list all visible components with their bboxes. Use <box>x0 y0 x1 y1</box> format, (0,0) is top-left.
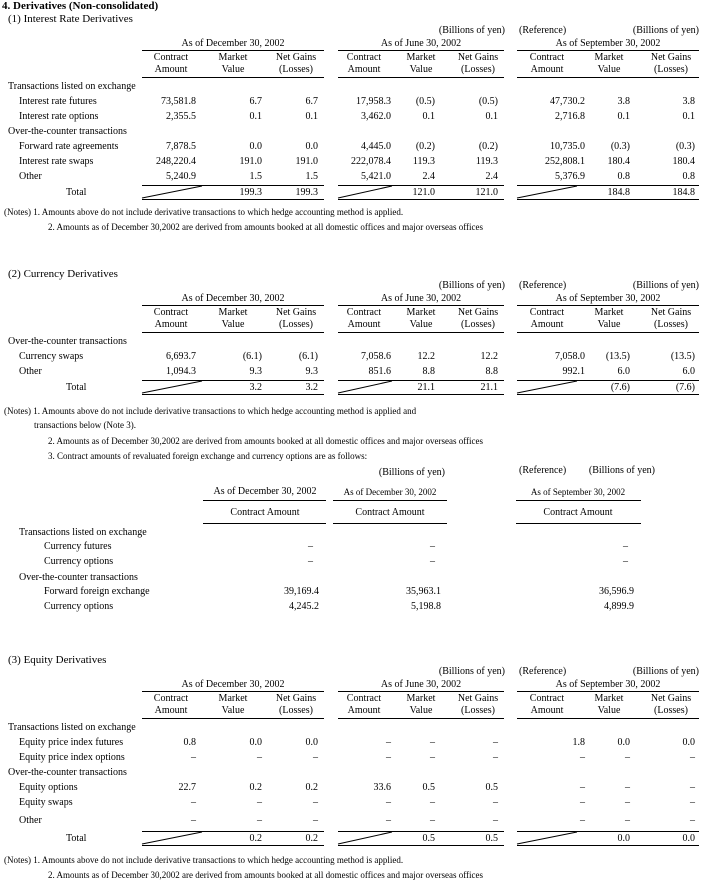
total-value: 0.0 <box>682 833 695 844</box>
cell-value: – <box>191 797 196 808</box>
cell-value: 119.3 <box>412 156 435 167</box>
cell-value: 0.1 <box>422 111 435 122</box>
total-value: 21.1 <box>480 382 498 393</box>
cell-value: 0.0 <box>305 737 318 748</box>
period-label: As of December 30, 2002 <box>181 679 285 690</box>
cell-value: – <box>430 541 435 552</box>
cell-value: – <box>191 815 196 826</box>
units-label: (Billions of yen) <box>438 25 505 36</box>
column-header: Net Gains <box>275 52 317 63</box>
column-header: Net Gains <box>457 307 499 318</box>
cell-value: 0.0 <box>682 737 695 748</box>
row-label: Forward rate agreements <box>19 141 119 152</box>
header-rule <box>516 523 641 524</box>
column-header: Contract <box>153 52 189 63</box>
total-rule <box>338 845 504 846</box>
cell-value: – <box>308 556 313 567</box>
cell-value: 851.6 <box>368 366 391 377</box>
total-value: 121.0 <box>475 187 498 198</box>
page-heading: 4. Derivatives (Non-consolidated) <box>2 0 159 12</box>
units-label: (Billions of yen) <box>632 25 699 36</box>
group-label: Over-the-counter transactions <box>8 336 127 347</box>
total-rule <box>142 845 324 846</box>
cell-value: – <box>625 815 630 826</box>
row-label: Currency options <box>44 556 114 567</box>
row-label: Interest rate futures <box>19 96 97 107</box>
cell-value: – <box>257 752 262 763</box>
column-header: Market <box>594 52 624 63</box>
column-header: Contract <box>153 307 189 318</box>
cell-value: 0.1 <box>485 111 498 122</box>
cell-value: 5,240.9 <box>166 171 196 182</box>
row-label: Equity price index options <box>19 752 125 763</box>
header-rule <box>142 332 324 333</box>
period-label: As of September 30, 2002 <box>530 487 626 497</box>
cell-value: 17,958.3 <box>356 96 391 107</box>
cell-value: – <box>257 797 262 808</box>
column-header: Market <box>218 52 248 63</box>
cell-value: – <box>493 815 498 826</box>
cell-value: – <box>430 556 435 567</box>
cell-value: 9.3 <box>305 366 318 377</box>
column-header: Net Gains <box>275 693 317 704</box>
cell-value: – <box>580 752 585 763</box>
cell-value: 119.3 <box>475 156 498 167</box>
group-label: Over-the-counter transactions <box>8 767 127 778</box>
cell-value: 2,716.8 <box>555 111 585 122</box>
column-header: Contract Amount <box>543 507 613 518</box>
column-header: (Losses) <box>279 705 313 716</box>
cell-value: – <box>690 815 695 826</box>
cell-value: – <box>625 752 630 763</box>
section-title: (1) Interest Rate Derivatives <box>8 13 133 25</box>
cell-value: – <box>623 556 628 567</box>
column-header: Amount <box>530 319 564 330</box>
cell-value: 7,878.5 <box>166 141 196 152</box>
header-rule <box>333 523 447 524</box>
row-label: Currency options <box>44 601 114 612</box>
column-header: Amount <box>154 319 188 330</box>
cell-value: (13.5) <box>605 351 630 362</box>
cell-value: 12.2 <box>480 351 498 362</box>
total-value: (7.6) <box>675 382 695 393</box>
cell-value: – <box>580 815 585 826</box>
column-header: Market <box>218 307 248 318</box>
cell-value: 4,445.0 <box>361 141 391 152</box>
cell-value: 180.4 <box>672 156 695 167</box>
reference-label: (Reference) <box>519 666 567 677</box>
cell-value: (0.3) <box>610 141 630 152</box>
units-label: (Billions of yen) <box>378 467 445 478</box>
cell-value: 2.4 <box>485 171 498 182</box>
column-header: (Losses) <box>461 64 495 75</box>
column-header: (Losses) <box>279 64 313 75</box>
cell-value: 3.8 <box>682 96 695 107</box>
cell-value: – <box>493 797 498 808</box>
column-header: Market <box>218 693 248 704</box>
cell-value: 4,899.9 <box>604 601 634 612</box>
cell-value: 0.1 <box>617 111 630 122</box>
row-label: Currency futures <box>44 541 112 552</box>
cell-value: 222,078.4 <box>351 156 391 167</box>
total-rule <box>338 199 504 200</box>
cell-value: 8.8 <box>485 366 498 377</box>
column-header: Amount <box>347 319 381 330</box>
column-header: Market <box>406 693 436 704</box>
note-text: 2. Amounts as of December 30,2002 are derived from amounts booked at all domestic offices and major overseas offices <box>48 436 484 446</box>
cell-value: 6.7 <box>305 96 318 107</box>
cell-value: 36,596.9 <box>599 586 634 597</box>
column-header: Contract Amount <box>355 507 425 518</box>
cell-value: 35,963.1 <box>406 586 441 597</box>
column-header: Net Gains <box>457 693 499 704</box>
header-rule <box>338 332 504 333</box>
column-header: Market <box>594 307 624 318</box>
cell-value: 10,735.0 <box>550 141 585 152</box>
total-label: Total <box>66 382 87 393</box>
total-rule <box>517 199 699 200</box>
group-label: Transactions listed on exchange <box>19 527 147 538</box>
diagonal-slash <box>517 186 577 198</box>
header-rule <box>517 691 699 692</box>
column-header: (Losses) <box>461 705 495 716</box>
group-label: Over-the-counter transactions <box>8 126 127 137</box>
note-text: transactions below (Note 3). <box>34 420 136 430</box>
total-rule <box>517 394 699 395</box>
units-label: (Billions of yen) <box>632 280 699 291</box>
total-label: Total <box>66 833 87 844</box>
cell-value: 0.5 <box>485 782 498 793</box>
cell-value: 0.1 <box>682 111 695 122</box>
cell-value: 0.0 <box>249 141 262 152</box>
header-rule <box>338 305 504 306</box>
reference-label: (Reference) <box>519 280 567 291</box>
header-rule <box>517 50 699 51</box>
column-header: Market <box>406 307 436 318</box>
cell-value: (13.5) <box>670 351 695 362</box>
cell-value: (0.5) <box>478 96 498 107</box>
cell-value: – <box>386 797 391 808</box>
cell-value: 5,198.8 <box>411 601 441 612</box>
cell-value: 12.2 <box>417 351 435 362</box>
diagonal-slash <box>517 381 577 393</box>
header-rule <box>517 332 699 333</box>
cell-value: (0.3) <box>675 141 695 152</box>
cell-value: – <box>430 752 435 763</box>
column-header: Contract <box>346 52 382 63</box>
column-header: Net Gains <box>650 693 692 704</box>
cell-value: 180.4 <box>607 156 630 167</box>
total-value: (7.6) <box>610 382 630 393</box>
cell-value: 8.8 <box>422 366 435 377</box>
cell-value: 22.7 <box>178 782 196 793</box>
cell-value: (0.5) <box>415 96 435 107</box>
total-value: 184.8 <box>672 187 695 198</box>
total-value: 199.3 <box>239 187 262 198</box>
header-rule <box>203 500 326 501</box>
cell-value: 39,169.4 <box>284 586 319 597</box>
units-label: (Billions of yen) <box>632 666 699 677</box>
cell-value: – <box>430 737 435 748</box>
column-header: Contract <box>529 307 565 318</box>
group-label: Transactions listed on exchange <box>8 722 136 733</box>
column-header: (Losses) <box>461 319 495 330</box>
diagonal-slash <box>517 832 577 844</box>
cell-value: – <box>623 541 628 552</box>
diagonal-slash <box>142 381 202 393</box>
column-header: Amount <box>154 705 188 716</box>
column-header: Amount <box>530 705 564 716</box>
cell-value: 0.8 <box>183 737 196 748</box>
cell-value: 0.0 <box>305 141 318 152</box>
cell-value: 33.6 <box>373 782 391 793</box>
header-rule <box>516 500 641 501</box>
header-rule <box>142 77 324 78</box>
cell-value: (6.1) <box>298 351 318 362</box>
total-value: 0.2 <box>305 833 318 844</box>
column-header: Value <box>597 64 621 75</box>
cell-value: 4,245.2 <box>289 601 319 612</box>
column-header: (Losses) <box>654 705 688 716</box>
header-rule <box>517 77 699 78</box>
cell-value: 0.8 <box>682 171 695 182</box>
diagonal-slash <box>338 186 392 198</box>
cell-value: 1.5 <box>305 171 318 182</box>
cell-value: 248,220.4 <box>156 156 196 167</box>
section-title: (3) Equity Derivatives <box>8 654 107 666</box>
total-value: 0.2 <box>249 833 262 844</box>
column-header: Contract <box>346 693 382 704</box>
column-header: Net Gains <box>275 307 317 318</box>
cell-value: 47,730.2 <box>550 96 585 107</box>
cell-value: 1,094.3 <box>166 366 196 377</box>
total-value: 21.1 <box>417 382 435 393</box>
header-rule <box>517 718 699 719</box>
row-label: Interest rate swaps <box>19 156 94 167</box>
header-rule <box>517 305 699 306</box>
header-rule <box>338 691 504 692</box>
column-header: Contract <box>346 307 382 318</box>
total-label: Total <box>66 187 87 198</box>
row-label: Forward foreign exchange <box>44 586 150 597</box>
cell-value: – <box>690 797 695 808</box>
column-header: Value <box>409 705 433 716</box>
cell-value: – <box>430 797 435 808</box>
cell-value: – <box>313 797 318 808</box>
period-label: As of June 30, 2002 <box>380 38 462 49</box>
total-value: 3.2 <box>305 382 318 393</box>
group-label: Over-the-counter transactions <box>19 572 138 583</box>
period-label: As of September 30, 2002 <box>555 293 661 304</box>
total-value: 0.5 <box>422 833 435 844</box>
cell-value: – <box>625 782 630 793</box>
period-label: As of June 30, 2002 <box>380 293 462 304</box>
total-value: 121.0 <box>412 187 435 198</box>
period-label: As of December 30, 2002 <box>181 293 285 304</box>
column-header: Contract <box>529 52 565 63</box>
row-label: Interest rate options <box>19 111 99 122</box>
units-label: (Billions of yen) <box>438 666 505 677</box>
period-label: As of December 30, 2002 <box>213 486 317 497</box>
note-text: (Notes) 1. Amounts above do not include derivative transactions to which hedge accounting method is applied. <box>4 207 404 217</box>
diagonal-slash <box>142 832 202 844</box>
cell-value: 191.0 <box>239 156 262 167</box>
cell-value: – <box>580 782 585 793</box>
cell-value: 5,376.9 <box>555 171 585 182</box>
cell-value: – <box>430 815 435 826</box>
total-rule <box>338 394 504 395</box>
row-label: Equity options <box>19 782 78 793</box>
cell-value: – <box>313 815 318 826</box>
cell-value: – <box>308 541 313 552</box>
cell-value: 6.0 <box>617 366 630 377</box>
total-value: 3.2 <box>249 382 262 393</box>
cell-value: 6,693.7 <box>166 351 196 362</box>
cell-value: – <box>493 752 498 763</box>
cell-value: 2,355.5 <box>166 111 196 122</box>
column-header: (Losses) <box>654 319 688 330</box>
diagonal-slash <box>142 186 202 198</box>
units-label: (Billions of yen) <box>588 465 655 476</box>
cell-value: 6.0 <box>682 366 695 377</box>
section-title: (2) Currency Derivatives <box>8 268 118 280</box>
header-rule <box>142 50 324 51</box>
column-header: Contract <box>529 693 565 704</box>
column-header: Amount <box>154 64 188 75</box>
row-label: Currency swaps <box>19 351 84 362</box>
period-label: As of December 30, 2002 <box>181 38 285 49</box>
cell-value: 0.2 <box>305 782 318 793</box>
column-header: Value <box>221 64 245 75</box>
total-value: 184.8 <box>607 187 630 198</box>
cell-value: (6.1) <box>242 351 262 362</box>
cell-value: – <box>386 815 391 826</box>
period-label: As of June 30, 2002 <box>380 679 462 690</box>
total-value: 0.5 <box>485 833 498 844</box>
cell-value: 7,058.6 <box>361 351 391 362</box>
cell-value: – <box>191 752 196 763</box>
cell-value: – <box>690 782 695 793</box>
column-header: Amount <box>347 64 381 75</box>
cell-value: 252,808.1 <box>545 156 585 167</box>
cell-value: 0.0 <box>249 737 262 748</box>
column-header: Value <box>409 319 433 330</box>
column-header: Net Gains <box>650 307 692 318</box>
column-header: Amount <box>530 64 564 75</box>
cell-value: 3.8 <box>617 96 630 107</box>
total-rule <box>517 845 699 846</box>
cell-value: – <box>625 797 630 808</box>
note-text: (Notes) 1. Amounts above do not include derivative transactions to which hedge accounting method is applied and <box>4 406 417 416</box>
cell-value: 191.0 <box>295 156 318 167</box>
cell-value: 3,462.0 <box>361 111 391 122</box>
header-rule <box>338 718 504 719</box>
cell-value: – <box>493 737 498 748</box>
cell-value: 0.1 <box>305 111 318 122</box>
cell-value: – <box>386 737 391 748</box>
total-rule <box>142 394 324 395</box>
cell-value: 1.5 <box>249 171 262 182</box>
column-header: Market <box>406 52 436 63</box>
header-rule <box>203 523 326 524</box>
cell-value: – <box>257 815 262 826</box>
reference-label: (Reference) <box>519 465 567 476</box>
note-text: (Notes) 1. Amounts above do not include derivative transactions to which hedge accounting method is applied. <box>4 855 404 865</box>
column-header: (Losses) <box>654 64 688 75</box>
column-header: Value <box>597 319 621 330</box>
reference-label: (Reference) <box>519 25 567 36</box>
cell-value: 0.1 <box>249 111 262 122</box>
row-label: Equity price index futures <box>19 737 124 748</box>
cell-value: 1.8 <box>572 737 585 748</box>
cell-value: 0.0 <box>617 737 630 748</box>
cell-value: 0.5 <box>422 782 435 793</box>
cell-value: 0.8 <box>617 171 630 182</box>
header-rule <box>142 691 324 692</box>
period-label: As of September 30, 2002 <box>555 38 661 49</box>
column-header: Net Gains <box>650 52 692 63</box>
diagonal-slash <box>338 381 392 393</box>
total-value: 0.0 <box>617 833 630 844</box>
total-rule <box>142 199 324 200</box>
column-header: Net Gains <box>457 52 499 63</box>
column-header: Value <box>409 64 433 75</box>
period-label: As of September 30, 2002 <box>555 679 661 690</box>
row-label: Other <box>19 815 42 826</box>
cell-value: – <box>386 752 391 763</box>
row-label: Other <box>19 171 42 182</box>
cell-value: 9.3 <box>249 366 262 377</box>
row-label: Equity swaps <box>19 797 73 808</box>
column-header: (Losses) <box>279 319 313 330</box>
total-value: 199.3 <box>295 187 318 198</box>
cell-value: – <box>313 752 318 763</box>
cell-value: 2.4 <box>422 171 435 182</box>
column-header: Market <box>594 693 624 704</box>
cell-value: – <box>690 752 695 763</box>
units-label: (Billions of yen) <box>438 280 505 291</box>
cell-value: 5,421.0 <box>361 171 391 182</box>
cell-value: – <box>580 797 585 808</box>
header-rule <box>338 50 504 51</box>
note-text: 2. Amounts as of December 30,2002 are derived from amounts booked at all domestic offices and major overseas offices <box>48 870 484 880</box>
column-header: Value <box>221 319 245 330</box>
column-header: Contract <box>153 693 189 704</box>
note-text: 3. Contract amounts of revaluated foreign exchange and currency options are as follows: <box>48 451 368 461</box>
column-header: Value <box>221 705 245 716</box>
cell-value: (0.2) <box>415 141 435 152</box>
cell-value: 992.1 <box>562 366 585 377</box>
header-rule <box>338 77 504 78</box>
row-label: Other <box>19 366 42 377</box>
column-header: Value <box>597 705 621 716</box>
cell-value: 0.2 <box>249 782 262 793</box>
period-label: As of December 30, 2002 <box>343 487 437 497</box>
cell-value: 7,058.0 <box>555 351 585 362</box>
diagonal-slash <box>338 832 392 844</box>
note-text: 2. Amounts as of December 30,2002 are derived from amounts booked at all domestic offices and major overseas offices <box>48 222 484 232</box>
cell-value: 6.7 <box>249 96 262 107</box>
cell-value: (0.2) <box>478 141 498 152</box>
header-rule <box>333 500 447 501</box>
header-rule <box>142 305 324 306</box>
group-label: Transactions listed on exchange <box>8 81 136 92</box>
column-header: Contract Amount <box>230 507 300 518</box>
cell-value: 73,581.8 <box>161 96 196 107</box>
header-rule <box>142 718 324 719</box>
column-header: Amount <box>347 705 381 716</box>
